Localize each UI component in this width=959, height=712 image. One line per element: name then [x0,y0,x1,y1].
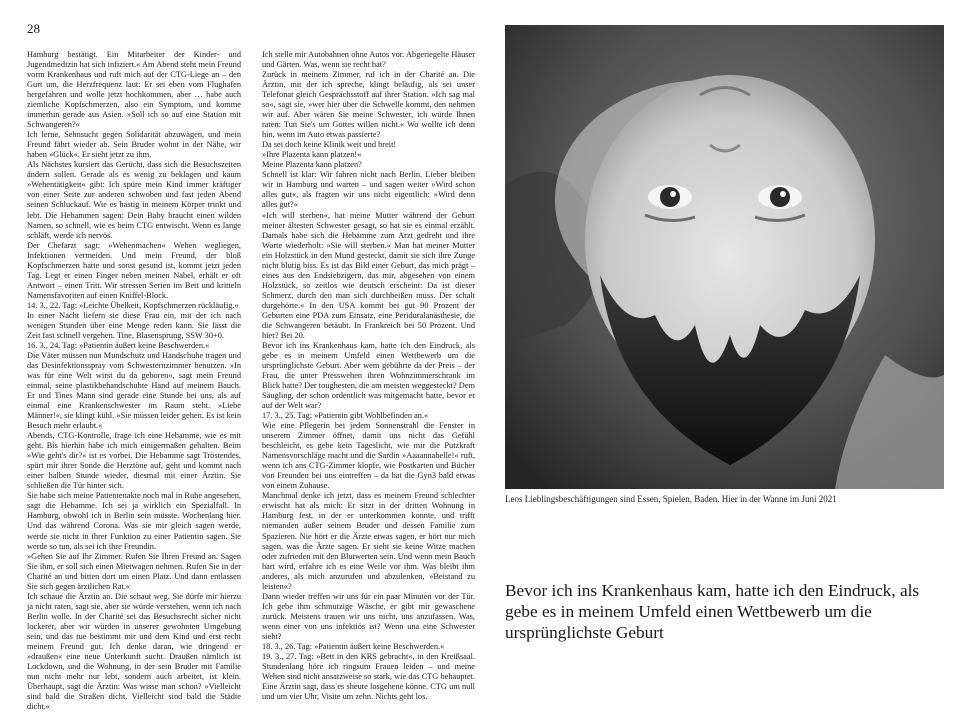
article-column-right [262,50,475,702]
photo-illustration [505,25,944,489]
paragraph: Meine Plazenta kann platzen? [262,160,362,170]
child-bath-photo [505,25,944,489]
paragraph: »Ich will sterben«, hat meine Mutter während der Geburt meiner ältesten Schwester gesagt, so hat sie es einmal erzählt. Damals habe sich die Hebamme zum Arzt gedreht und ihre Worte wiederholt: »Sie will sterben.« Man hat meiner Mutter ein Holzstück in den Mund gesteckt, damit sie sich ihre Zunge nicht blutig biss. Es ist das Bild einer Geburt, das mich prägt – eines aus den Endsiebzigern, das mir, abgesehen von einem Holzstück, so zeitlos wie deutsch erscheint: Da ist dieser Schmerz, durch den man sich durchbeißen muss. Der schalt durgehörte.« In den USA kommt bei gut 90 Prozent der Geburten eine PDA zum Einsatz, eine Periduralanästhesie, die die Schwangeren betäubt. In Frankreich bei 50 Prozent. Und hier? Bei 20. [262,210,475,340]
paragraph: Ich stelle mir Autobahnen ohne Autos vor. Abgeriegelte Häuser und Gärten. Was, wenn sie recht hat? [262,50,475,70]
paragraph: Der Chefarzt sagt: »Wehenmachen« Wehen wegliegen, Infektionen vermeiden. Und mein Freund, der bloß Kopfschmerzen hatte und sonst gesund ist, kommt jetzt jeden Tag. Legt er einen Finger neben meinen Nabel, erhält er oft Antwort – einen Tritt. Wir stressen Serien im Bett und kritteln Namensfavoriten auf einen Kniffel-Block. [27,240,241,300]
paragraph: 19. 3., 27. Tag: »Bett in den KRS gebracht«, in den Kreißsaal. Stundenlang höre ich ringsum Frauen leiden – und meine Wehen sind nicht ansatzweise so stark, wie das CTG behauptet. Eine Ärztin sagt, dass es sheute losgehene könne. CTG um null und um vier Uhr, Visite um zehn. Nichts geht los. [262,651,475,701]
paragraph: Bevor ich ins Krankenhaus kam, hatte ich den Eindruck, als gebe es in meinem Umfeld einen Wettbewerb um die ursprünglichste Geburt. Aber wem gebührte da der Preis – der Frau, die unter Presswehen ihren Wohnzimmerschrank im Blick hatte? Der toughesten, die am meisten weggesteckt? Dem Säugling, der schon ordentlich was mitgemacht hatte, bevor er auf der Welt war? [262,340,475,411]
photo-caption: Leos Lieblingsbeschäftigungen sind Essen, Spielen, Baden. Hier in der Wanne im Juni 2021 [505,494,837,504]
paragraph: Die Väter müssen nun Mundschutz und Handschuhe tragen und das Desinfektionsspray vom Schwesternzimmer benutzen. »In was für eine Welt wirst du da geboren«, sagt mein Freund einmal, seine plastikbehandschuhte Hand auf meinem Bauch. Er und Tines Mann sind gerade eine Stunde bei uns, als auf einmal eine Krankenschwester im Raum steht. »Liebe Männer!«, sie klingt kühl. »Sie müssen leider gehen. Es ist kein Besuch mehr erlaubt.« [27,350,241,431]
paragraph: Ich lerne, Sehnsucht gegen Solidarität abzuwägen, und mein Freund fährt wieder ab. Sein Bruder wohnt in der Nähe, wir haben »Glück«. Er sieht jetzt zu ihm. [27,130,241,160]
paragraph: »Ihre Plazenta kann platzen!« [262,150,362,160]
paragraph: Ich schaue die Ärztin an. Die schaut weg. Sie dürfe mir hierzu ja nicht raten, sagt sie, aber sie würde verstehen, wenn ich nach Berlin wolle. In der Charité sei das Besuchsrecht sicher nicht lockerer, aber wir würden in unserer gewohnten Umgebung sein, und das tue bestimmt mir und dem Kind und erst recht meinem Freund gut. Ich denke daran, wie dringend er »draußen« eine neue Unterkunft sucht. Draußen nämlich ist Lockdown, und die Wohnung, in der sein Bruder mit Familie nun nicht mehr nur lebt, sondern auch arbeitet, ist klein. Überhaupt, sagt die Ärztin: Was wisse man schon? »Vielleicht sind bald die Straßen dicht. Vielleicht sind bald die Städte dicht.« [27,591,241,712]
paragraph: Sie habe sich meine Patientenakte noch mal in Ruhe angesehen, sagt die Hebamme. Ich sei ja wirklich ein Spezialfall. In Hamburg, obwohl ich in Berlin sein müsste. Wochenlang hier. Und das während Corona. Was sie mir gleich sagen werde, werde sie nicht in ihrer Funktion zu einer Patientin sagen. Sie werde so tun, als sei ich ihre Freundin. [27,491,241,551]
paragraph: 14. 3., 22. Tag: »Leichte Übelkeit, Kopfschmerzen rückläufig.« [27,300,239,310]
paragraph: Da sei doch keine Klinik weit und breit! [262,140,397,150]
paragraph: 16. 3., 24. Tag: »Patientin äußert keine Beschwerden.« [27,340,210,350]
paragraph: 18. 3., 26. Tag: »Patientin äußert keine Beschwerden.« [262,641,445,651]
paragraph: Zurück in meinem Zimmer, ruf ich in der Charité an. Die Ärztin, mit der ich spreche, klingt beläufig, als sei unser Telefonat gleich Gesprächsstoff auf ihrer Station. »Ich sag mal so«, sagt sie, »wer hier über die Schwelle kommt, den nehmen wir auf. Aber wären Sie meine Schwester, ich würde Ihnen raten: Tun Sie's um Gottes willen nicht.« Wo wollte ich denn hin, wenn im Auto etwas passierte? [262,70,475,140]
paragraph: Wie eine Pflegerin bei jedem Sonnenstrahl die Fenster in unserem Zimmer öffnet, damit uns nicht das Gefühl beschleicht, es gebe kein Tageslicht, wie mir die Putzkraft Namensvorschläge macht und die Sardin »Aaaannabelle!« ruft, wenn ich ans CTG-Zimmer klopfe, wie Postkarten und Bücher von Freunden bei uns eintreffen – da hat die Gyn3 bald etwas von einem Zuhause. [262,421,475,491]
paragraph: In einer Nacht liefern sie diese Frau ein, mit der ich nach wenigen Stunden über eine Menge reden kann. Sie lässt die Zeit fast schnell vergehen. Tine, Blasensprung, SSW 30+0. [27,310,241,340]
paragraph: Manchmal denke ich jetzt, dass es meinem Freund schlechter erwischt hat als mich: Er sitzt in der dritten Wohnung in Hamburg fest, in der er unterkommen konnte, und trifft niemanden außer seinem Bruder und dessen Familie zum Spazieren. Nie hört er die Ärzte etwas sagen, er hört nur mich sagen, was die Ärzte sagen. Er sieht sie keine Witze machen oder zufrieden mit den Blutwerten sein. Und wenn mein Bauch hart wird, erfahre ich es eine Weile vor ihm. Was bleibt ihm anderes, als mich anzurufen und abzulenken, »Beistand zu leisten«? [262,491,475,591]
paragraph: Schnell ist klar: Wir fahren nicht nach Berlin. Lieber bleiben wir in Hamburg und warten – und sagen weiter »Wird schon alles gut«, als fragten wir uns nicht eigentlich: »Wird denn alles gut?« [262,170,475,210]
paragraph: »Gehen Sie auf Ihr Zimmer. Rufen Sie Ihren Freund an. Sagen Sie ihm, er soll sich einen Mietwagen nehmen. Rufen Sie in der Charité an und bitten dort um einen Platz. Und dann entlassen Sie sich gegen ärztlichen Rat.« [27,551,241,591]
paragraph: Abends, CTG-Kontrolle, frage ich eine Hebamme, wie es mit geht. Bis hierhin habe ich mich einigermaßen gehalten. Beim »Wie geht's dir?« ist es vorbei. Die Hebamme sagt Tröstendes, spürt mir ihrer Sonde die Herztöne auf, geht und kommt nach einer halben Stunde wieder, diesmal mit einer Ärztin. Sie schließen die Tür hinter sich. [27,431,241,491]
article-column-left [27,50,241,712]
paragraph: 17. 3., 25. Tag: »Patientin gibt Wohlbefinden an.« [262,411,429,421]
paragraph: Hamburg bestätigt. Ein Mitarbeiter der Kinder- und Jugendmedizin hat sich infiziert.« Am Abend steht mein Freund vorm Krankenhaus und ruft mich auf der CTG-Liege an – den Gurt um, die Herzfrequenz laut: Er sei eben vom Flughafen hergefahren und wolle jetzt hochkommen, aber … habe auch ziemliche Kopfschmerzen, also ein Symptom, und komme immerhin gerade aus Asien. »Soll ich so auf eine Station mit Schwangeren?« [27,50,241,130]
paragraph: Als Nächstes kursiert das Gerücht, dass sich die Besuchszeiten ändern sollen. Gerade als es wenig zu beklagen und kaum »Wehentätigkeit« gibt: Ich spüre mein Kind immer kräftiger von einer Seite zur anderen schwoben und fast jeden Abend seinen Schluckauf. Wie es hastig in meinem Körper trinkt und lebt. Die Hebammen sagen: Dein Baby braucht einen wilden Namen, so schnell, wie es beim CTG entwischt. Wenn es lange schläft, werde ich nervös. [27,160,241,240]
paragraph: Dann wieder treffen wir uns für ein paar Minuten vor der Tür. Ich gebe ihm schmutzige Wäsche, er gibt mir gewaschene zurück. Meistens trauen wir uns nicht, uns anzufassen. Was, wenn einer von uns infektiös ist? Wenn una eine Schwester sieht? [262,591,475,641]
page-number: 28 [27,21,40,36]
pull-quote: Bevor ich ins Krankenhaus kam, hatte ich den Eindruck, als gebe es in meinem Umfeld einen Wettbewerb um die ursprünglichste Geburt [505,581,920,642]
